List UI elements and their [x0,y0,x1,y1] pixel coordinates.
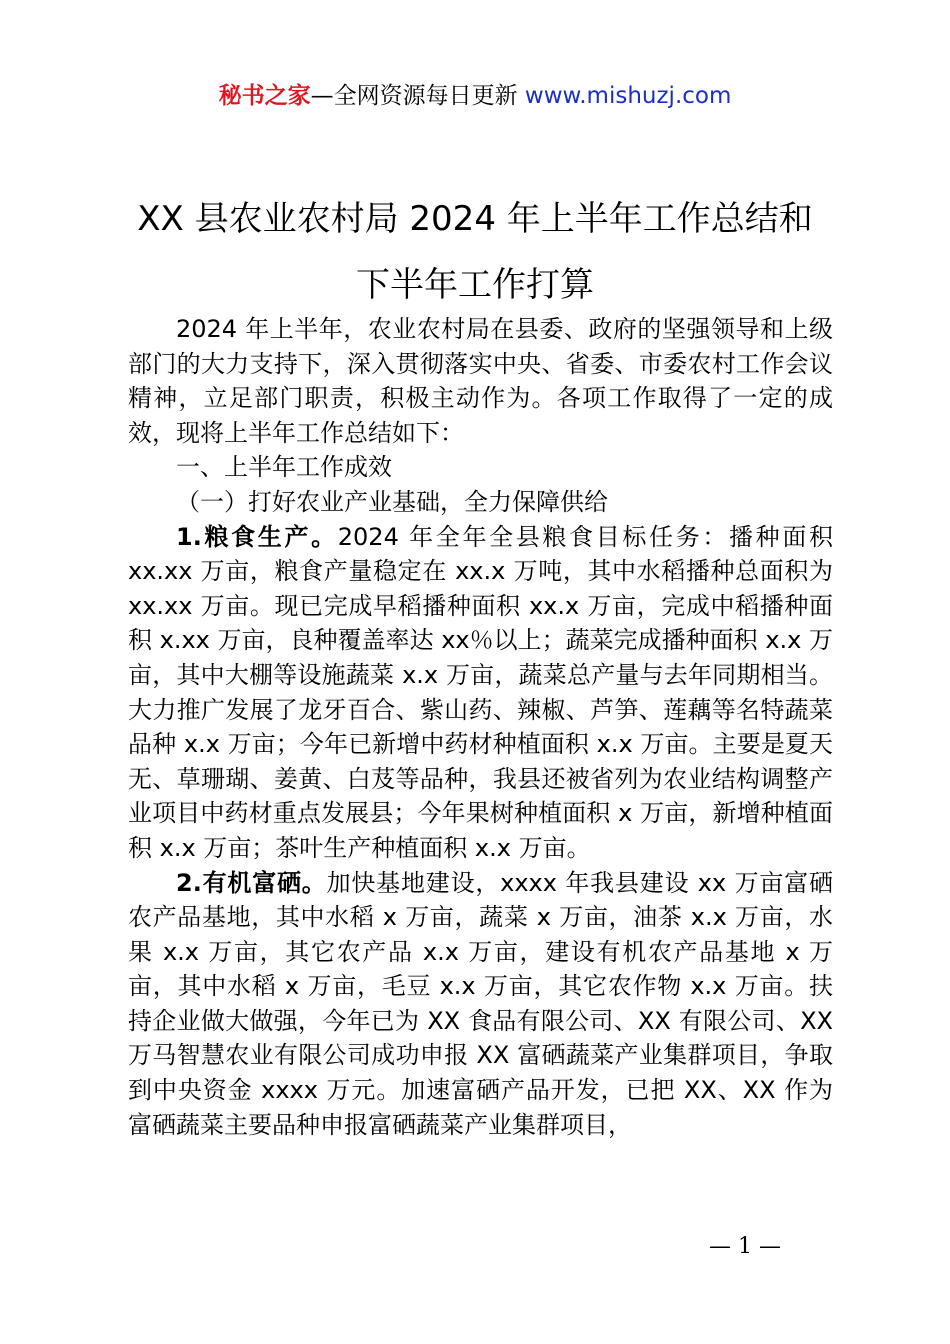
subsection-heading-1: （一）打好农业产业基础，全力保障供给 [176,487,608,516]
title-line-2: 下半年工作打算 [356,265,594,305]
site-header [0,80,950,112]
document-body [128,312,833,1142]
site-slogan: —全网资源每日更新 [310,83,525,109]
item-text-1: 2024 年全年全县粮食目标任务：播种面积 xx.xx 万亩，粮食产量稳定在 xx.x 万吨，其中水稻播种总面积为 xx.xx 万亩。现已完成早稻播种面积 xx.x 万亩，完成中稻播种面积 x.xx 万亩，良种覆盖率达 xx％以上；蔬菜完成播种面积 x.x 万亩，其中大棚等设施蔬菜 x.x 万亩，蔬菜总产量与去年同期相当。大力推广发展了龙牙百合、紫山药、辣椒、芦笋、莲藕等名特蔬菜品种 x.x 万亩；今年已新增中药材种植面积 x.x 万亩。主要是夏天无、草珊瑚、姜黄、白芨等品种，我县还被省列为农业结构调整产业项目中药材重点发展县；今年果树种植面积 x 万亩，新增种植面积 x.x 万亩；茶叶生产种植面积 x.x 万亩。 [128,522,833,862]
title-line-1: XX 县农业农村局 2024 年上半年工作总结和 [137,199,813,239]
section-heading-1: 一、上半年工作成效 [176,453,392,482]
document-title [0,186,950,318]
site-url-link[interactable]: www.mishuzj.com [524,83,732,109]
intro-paragraph: 2024 年上半年，农业农村局在县委、政府的坚强领导和上级部门的大力支持下，深入贯彻落实中央、省委、市委农村工作会议精神，立足部门职责，积极主动作为。各项工作取得了一定的成效，现将上半年工作总结如下： [128,315,833,447]
site-brand: 秘书之家 [218,83,311,109]
item-title-2: 2.有机富硒。 [176,868,327,897]
item-paragraph-1 [128,520,833,866]
item-text-2: 加快基地建设，xxxx 年我县建设 xx 万亩富硒农产品基地，其中水稻 x 万亩，蔬菜 x 万亩，油茶 x.x 万亩，水果 x.x 万亩，其它农产品 x.x 万亩，建设有机农产品基地 x 万亩，其中水稻 x 万亩，毛豆 x.x 万亩，其它农作物 x.x 万亩。扶持企业做大做强，今年已为 XX 食品有限公司、XX 有限公司、XX 万马智慧农业有限公司成功申报 XX 富硒蔬菜产业集群项目，争取到中央资金 xxxx 万元。加速富硒产品开发，已把 XX、XX 作为富硒蔬菜主要品种申报富硒蔬菜产业集群项目， [128,868,833,1139]
item-title-1: 1.粮食生产。 [176,522,338,551]
page-number: — 1 — [709,1234,781,1259]
item-paragraph-2 [128,866,833,1143]
